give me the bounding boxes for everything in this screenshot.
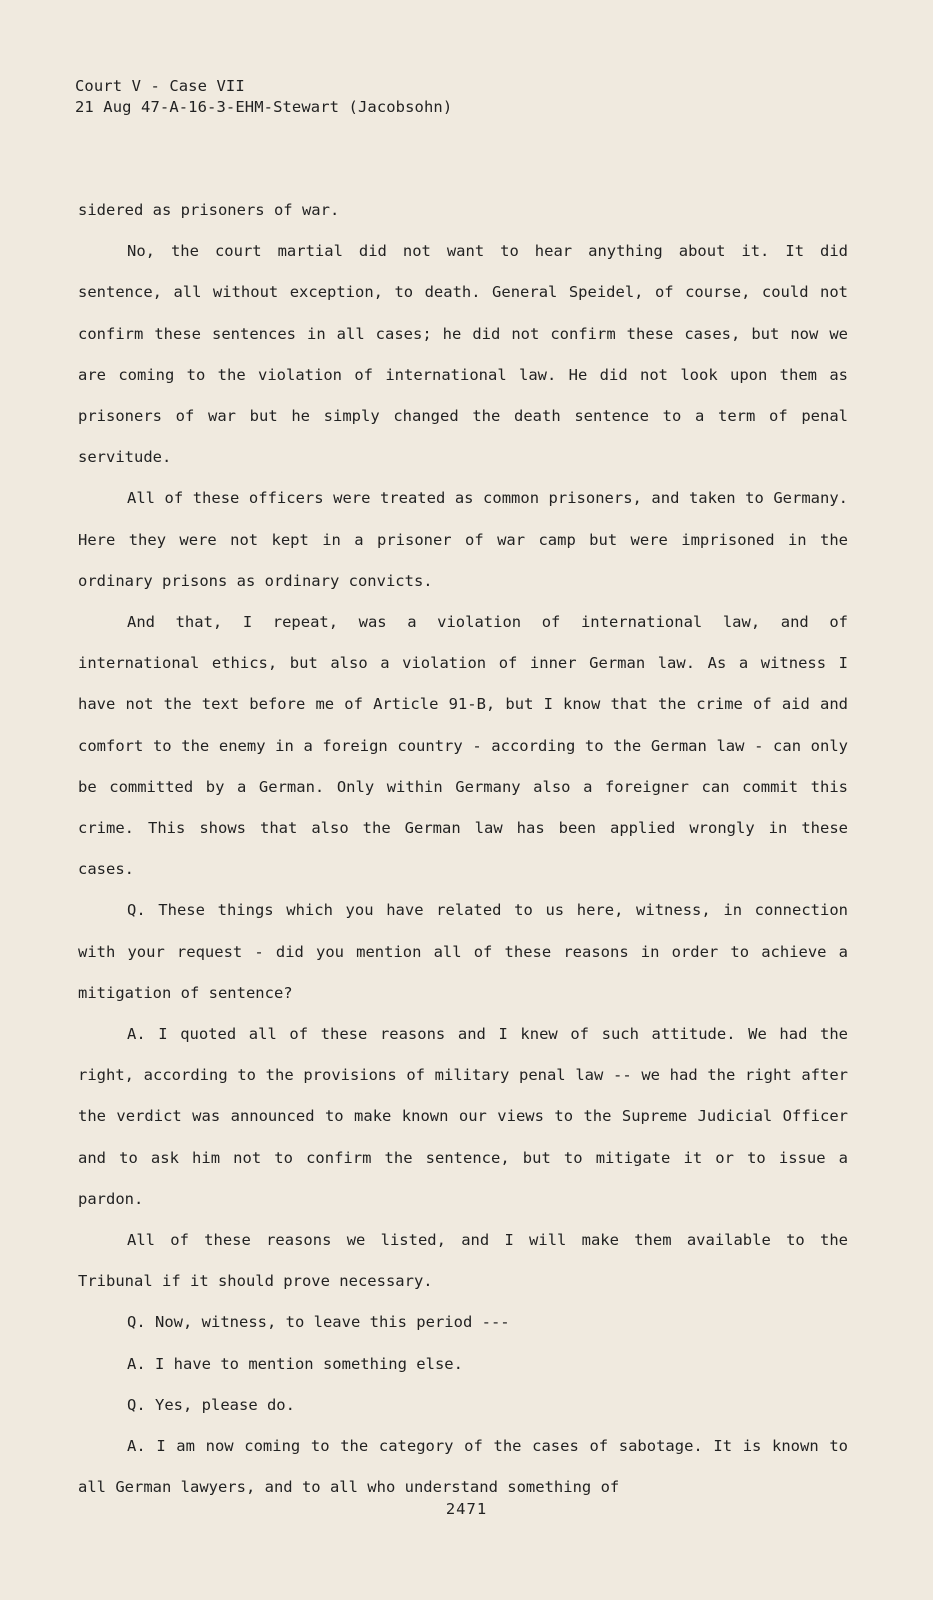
header-court-case: Court V - Case VII <box>75 77 245 95</box>
paragraph-answer-sabotage: A. I am now coming to the category of the cases of sabotage. It is known to all German lawyers, and to all who understand something of <box>78 1437 848 1497</box>
transcript-body <box>78 190 848 1509</box>
document-header <box>75 76 452 118</box>
paragraph-reasons-listed: All of these reasons we listed, and I will make them available to the Tribunal if it should prove necessary. <box>78 1231 848 1291</box>
paragraph-question-reasons: Q. These things which you have related to us here, witness, in connection with your request - did you mention all of these reasons in order to achieve a mitigation of sentence? <box>78 901 848 1002</box>
paragraph-continuation: sidered as prisoners of war. <box>78 201 340 219</box>
page-number: 2471 <box>445 1500 488 1518</box>
paragraph-violation-law: And that, I repeat, was a violation of international law, and of international ethics, but also a violation of inner German law. As a witness I have not the text before me of Article 91-B, but I know that the crime of aid and comfort to the enemy in a foreign country - according to the German law - can only be committed by a German. Only within Germany also a foreigner can commit this crime. This shows that also the German law has been applied wrongly in these cases. <box>78 613 848 879</box>
paragraph-officers-treatment: All of these officers were treated as common prisoners, and taken to Germany. Here they were not kept in a prisoner of war camp but were imprisoned in the ordinary prisons as ordinary convicts. <box>78 489 848 590</box>
paragraph-question-please: Q. Yes, please do. <box>127 1395 295 1414</box>
paragraph-answer-mention: A. I have to mention something else. <box>127 1354 463 1373</box>
paragraph-court-martial: No, the court martial did not want to hear anything about it. It did sentence, all without exception, to death. General Speidel, of course, could not confirm these sentences in all cases; he did not confirm these cases, but now we are coming to the violation of international law. He did not look upon them as prisoners of war but he simply changed the death sentence to a term of penal servitude. <box>78 242 848 467</box>
paragraph-answer-reasons: A. I quoted all of these reasons and I knew of such attitude. We had the right, according to the provisions of military penal law -- we had the right after the verdict was announced to make known our views to the Supreme Judicial Officer and to ask him not to confirm the sentence, but to mitigate it or to issue a pardon. <box>78 1025 848 1208</box>
paragraph-question-leave-period: Q. Now, witness, to leave this period --- <box>127 1313 510 1332</box>
header-session-info: 21 Aug 47-A-16-3-EHM-Stewart (Jacobsohn) <box>75 98 453 116</box>
